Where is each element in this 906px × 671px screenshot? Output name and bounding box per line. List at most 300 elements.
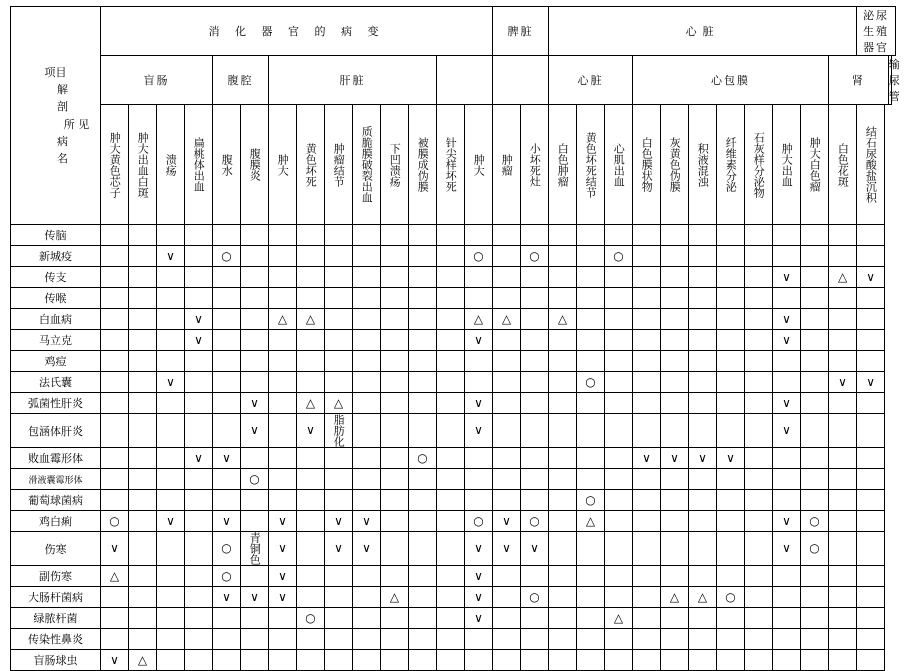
table-cell [493,267,521,288]
table-cell [521,225,549,246]
table-cell [325,650,353,671]
table-cell [101,393,129,414]
table-cell [213,414,241,448]
table-cell [549,309,577,330]
cell-value: ∨ [502,541,511,555]
row-header-disease: 鸡痘 [11,351,101,372]
top-group-header: 消 化 器 官 的 病 变 [101,7,493,56]
table-cell [829,414,857,448]
table-cell [101,587,129,608]
column-header [521,105,549,225]
cell-value: △ [501,311,512,326]
table-cell [773,650,801,671]
table-cell [857,448,885,469]
table-cell [381,490,409,511]
table-cell [129,225,157,246]
sub-group-header: 肝脏 [269,56,437,105]
column-header [325,105,353,225]
table-cell [381,351,409,372]
column-header-label: 被膜成伪膜 [416,137,430,192]
table-cell [633,532,661,566]
column-header-label: 肿大黄色芯子 [108,131,122,198]
table-cell [409,629,437,650]
table-cell [381,608,409,629]
table-cell [745,351,773,372]
table-cell [633,288,661,309]
table-cell [381,246,409,267]
table-cell [325,511,353,532]
table-cell [129,629,157,650]
table-cell [577,566,605,587]
table-cell [325,246,353,267]
table-cell [633,511,661,532]
table-cell [773,267,801,288]
table-cell [269,511,297,532]
column-header-label: 肿大 [276,153,290,176]
table-cell [857,587,885,608]
column-header-label: 纤维素分泌 [724,137,738,192]
sub-group-header: 腹腔 [213,56,269,105]
table-cell [857,532,885,566]
table-cell [213,587,241,608]
table-cell [661,448,689,469]
column-header-label: 白色膜状物 [640,137,654,192]
cell-value: ○ [109,513,120,528]
table-cell [801,414,829,448]
table-cell [465,608,493,629]
row-header-disease: 绿脓杆菌 [11,608,101,629]
cell-value: ∨ [166,374,175,389]
column-header [213,105,241,225]
column-header [549,105,577,225]
table-cell [717,608,745,629]
table-cell [689,511,717,532]
table-cell [689,448,717,469]
table-cell [577,393,605,414]
table-cell [633,309,661,330]
table-cell [213,608,241,629]
column-header-label: 肿瘤 [500,153,514,176]
cell-value: ∨ [782,311,791,326]
table-cell [129,469,157,490]
table-cell [241,629,269,650]
cell-value: ∨ [698,450,707,465]
cell-value: ○ [473,248,484,263]
table-cell [157,469,185,490]
cell-value: 脂肪化 [332,414,346,447]
table-cell [409,288,437,309]
table-cell [185,490,213,511]
table-cell [325,587,353,608]
table-cell [353,448,381,469]
table-cell [745,330,773,351]
cell-value: △ [473,311,484,326]
table-cell [325,414,353,448]
column-header-label: 腹膜炎 [248,148,262,181]
column-header-label: 心肌出血 [612,142,626,187]
table-cell [353,330,381,351]
table-cell [213,629,241,650]
table-cell [185,448,213,469]
table-cell [521,372,549,393]
table-cell [521,532,549,566]
table-cell [437,309,465,330]
table-cell [717,629,745,650]
table-cell [493,414,521,448]
table-cell [213,267,241,288]
table-cell [297,469,325,490]
table-cell [493,448,521,469]
table-cell [829,288,857,309]
table-cell [661,566,689,587]
table-cell [157,532,185,566]
table-row [11,650,896,671]
table-cell [213,372,241,393]
corner-line-5: 病 [57,134,68,148]
table-cell [437,288,465,309]
cell-value: ∨ [222,513,231,528]
table-cell [353,351,381,372]
row-header-disease: 副伤寒 [11,566,101,587]
column-header [717,105,745,225]
table-cell [605,330,633,351]
table-cell [353,225,381,246]
table-cell [717,309,745,330]
table-cell [605,629,633,650]
sub-group-header: 心包膜 [633,56,829,105]
table-cell [717,490,745,511]
column-header [353,105,381,225]
table-cell [241,288,269,309]
table-cell [185,225,213,246]
table-cell [381,288,409,309]
table-cell [745,393,773,414]
cell-value: ∨ [782,269,791,284]
table-row [11,532,896,566]
table-cell [157,629,185,650]
table-cell [549,629,577,650]
table-cell [297,309,325,330]
row-header-disease: 弧菌性肝炎 [11,393,101,414]
table-cell [745,629,773,650]
table-cell [717,225,745,246]
table-row [11,351,896,372]
cell-value: ∨ [278,568,287,583]
table-cell [829,372,857,393]
table-cell [493,351,521,372]
column-header-label: 小坏死灶 [528,142,542,187]
table-cell [297,448,325,469]
table-cell [717,372,745,393]
table-cell [549,414,577,448]
row-header-disease: 盲肠球虫 [11,650,101,671]
table-cell [493,393,521,414]
table-cell [745,225,773,246]
table-cell [157,267,185,288]
table-cell [801,267,829,288]
table-cell [773,532,801,566]
table-cell [661,511,689,532]
table-cell [213,330,241,351]
table-cell [801,330,829,351]
cell-value: ∨ [278,513,287,528]
table-cell [801,511,829,532]
table-cell [269,532,297,566]
table-cell [717,414,745,448]
table-cell [157,587,185,608]
table-cell [773,372,801,393]
table-cell [185,629,213,650]
table-cell [269,650,297,671]
table-cell [493,587,521,608]
table-cell [297,566,325,587]
table-cell [577,225,605,246]
table-cell [213,393,241,414]
table-cell [717,330,745,351]
table-cell [353,490,381,511]
table-cell [829,225,857,246]
table-cell [689,650,717,671]
column-header-label: 黄色坏死结节 [584,131,598,198]
table-cell [213,511,241,532]
table-cell [605,393,633,414]
table-cell [717,448,745,469]
table-cell [633,414,661,448]
table-cell [829,650,857,671]
table-cell [241,225,269,246]
row-header-disease: 传喉 [11,288,101,309]
cell-value: ∨ [502,513,511,528]
table-cell [717,532,745,566]
table-cell [689,309,717,330]
table-cell [801,372,829,393]
table-cell [605,608,633,629]
table-cell [297,587,325,608]
cell-value: △ [585,513,596,528]
table-cell [773,330,801,351]
table-cell [521,490,549,511]
table-cell [437,490,465,511]
table-cell [101,650,129,671]
table-cell [633,469,661,490]
table-cell [549,267,577,288]
cell-value: ○ [809,541,820,555]
table-cell [661,532,689,566]
column-header-label: 石灰样分泌物 [752,131,766,198]
table-cell [381,448,409,469]
table-cell [325,532,353,566]
table-cell [269,246,297,267]
row-header-disease: 伤寒 [11,532,101,566]
table-cell [829,587,857,608]
table-cell [801,469,829,490]
row-header-disease: 大肠杆菌病 [11,587,101,608]
table-cell [493,490,521,511]
table-cell [577,246,605,267]
table-cell [157,490,185,511]
cell-value: ∨ [474,589,483,604]
table-cell [325,372,353,393]
table-cell [857,288,885,309]
cell-value: ○ [585,492,596,507]
table-cell [381,650,409,671]
table-cell [409,267,437,288]
table-cell [829,469,857,490]
table-cell [549,351,577,372]
table-cell [605,414,633,448]
table-cell [661,587,689,608]
table-cell [465,511,493,532]
table-cell [213,448,241,469]
table-cell [745,511,773,532]
cell-value: ∨ [782,541,791,555]
cell-value: ∨ [278,541,287,555]
table-cell [157,309,185,330]
table-cell [381,511,409,532]
table-cell [493,225,521,246]
table-cell [241,650,269,671]
table-cell [801,490,829,511]
table-corner-header [11,7,101,225]
cell-value: ∨ [866,269,876,284]
table-cell [661,351,689,372]
table-cell [493,608,521,629]
table-cell [605,511,633,532]
table-cell [521,267,549,288]
table-cell [269,372,297,393]
table-cell [521,587,549,608]
table-cell [465,532,493,566]
table-cell [465,566,493,587]
table-cell [773,448,801,469]
table-cell [297,414,325,448]
cell-value: ○ [249,471,260,486]
table-cell [101,267,129,288]
table-cell [437,629,465,650]
column-header [689,105,717,225]
table-cell [605,587,633,608]
table-cell [269,566,297,587]
cell-value: ∨ [194,450,203,465]
cell-value: ○ [725,589,736,604]
cell-value: ∨ [782,423,791,437]
table-cell [857,351,885,372]
table-cell [717,246,745,267]
table-cell [213,469,241,490]
cell-value: △ [305,311,316,326]
table-cell [801,448,829,469]
table-cell [381,587,409,608]
cell-value: ∨ [110,541,119,555]
row-header-disease: 传支 [11,267,101,288]
column-header-label: 肿瘤结节 [332,142,346,187]
cell-value: ∨ [782,395,791,410]
table-cell [689,629,717,650]
column-header-label: 腹水 [220,153,234,176]
table-cell [633,393,661,414]
table-cell [577,490,605,511]
table-cell [241,309,269,330]
table-cell [437,469,465,490]
table-cell [773,587,801,608]
table-cell [577,414,605,448]
table-cell [269,587,297,608]
table-cell [493,372,521,393]
table-cell [241,448,269,469]
column-header [269,105,297,225]
column-header-label: 针尖样坏死 [444,137,458,192]
table-cell [857,372,885,393]
cell-value: ∨ [474,332,483,347]
table-row [11,246,896,267]
column-header-label: 肿大出血 [780,142,794,187]
cell-value: △ [389,589,400,604]
table-cell [745,566,773,587]
table-cell [157,448,185,469]
table-cell [829,393,857,414]
table-cell [493,650,521,671]
table-cell [409,566,437,587]
table-cell [101,629,129,650]
cell-value: ∨ [334,513,343,528]
row-header-disease: 法氏囊 [11,372,101,393]
cell-value: ∨ [670,450,679,465]
table-cell [241,351,269,372]
table-cell [689,288,717,309]
table-cell [465,414,493,448]
table-cell [325,288,353,309]
table-row [11,448,896,469]
table-cell [605,566,633,587]
table-cell [353,372,381,393]
header-row-sub-groups [11,56,896,105]
table-cell [633,490,661,511]
table-cell [857,608,885,629]
table-cell [633,587,661,608]
cell-value: △ [669,589,680,604]
table-cell [437,448,465,469]
table-cell [605,288,633,309]
row-header-disease: 鸡白痢 [11,511,101,532]
column-header-label: 结石尿酸盐沉积 [864,126,878,203]
table-cell [241,566,269,587]
table-cell [689,246,717,267]
table-cell [269,225,297,246]
corner-line-6: 名 [57,151,68,165]
table-cell [437,372,465,393]
table-cell [633,246,661,267]
table-cell [297,267,325,288]
cell-value: ∨ [642,450,651,465]
table-cell [437,414,465,448]
table-cell [521,246,549,267]
table-cell [801,246,829,267]
table-cell [213,225,241,246]
table-cell [297,351,325,372]
column-header [101,105,129,225]
table-cell [689,414,717,448]
table-cell [101,608,129,629]
table-cell [493,246,521,267]
table-cell [353,511,381,532]
table-cell [409,587,437,608]
table-cell [549,372,577,393]
table-cell [157,393,185,414]
table-cell [269,629,297,650]
cell-value: ∨ [782,513,791,528]
row-header-disease: 传脑 [11,225,101,246]
table-cell [297,246,325,267]
